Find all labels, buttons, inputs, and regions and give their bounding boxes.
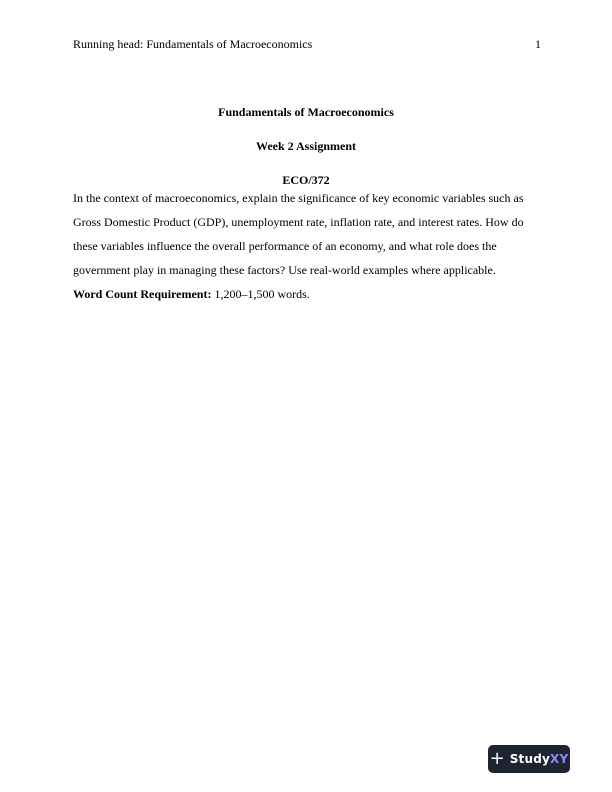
document-title: Fundamentals of Macroeconomics <box>218 105 394 119</box>
running-head: Running head: Fundamentals of Macroeconomics <box>73 37 313 51</box>
brand-name-part2: XY <box>550 752 569 766</box>
assignment-prompt <box>73 186 543 306</box>
prompt-text: In the context of macroeconomics, explain the significance of key economic variables such as Gross Domestic Product (GDP), unemployment rate, inflation rate, and interest rates. How do these variables influence the overall performance of an economy, and what role does the government play in managing these factors? Use real-world examples where applicable. <box>73 191 524 277</box>
page-number: 1 <box>535 37 541 51</box>
plus-icon: + <box>489 748 505 769</box>
word-count-requirement <box>73 282 543 306</box>
word-count-label: Word Count Requirement: <box>73 287 212 301</box>
brand-name <box>510 752 569 766</box>
document-subtitle: Week 2 Assignment <box>255 139 356 153</box>
brand-name-part1: Study <box>509 752 551 766</box>
studyxy-logo-badge[interactable] <box>488 745 570 773</box>
word-count-value: 1,200–1,500 words. <box>211 287 310 301</box>
course-code: ECO/372 <box>282 173 330 187</box>
